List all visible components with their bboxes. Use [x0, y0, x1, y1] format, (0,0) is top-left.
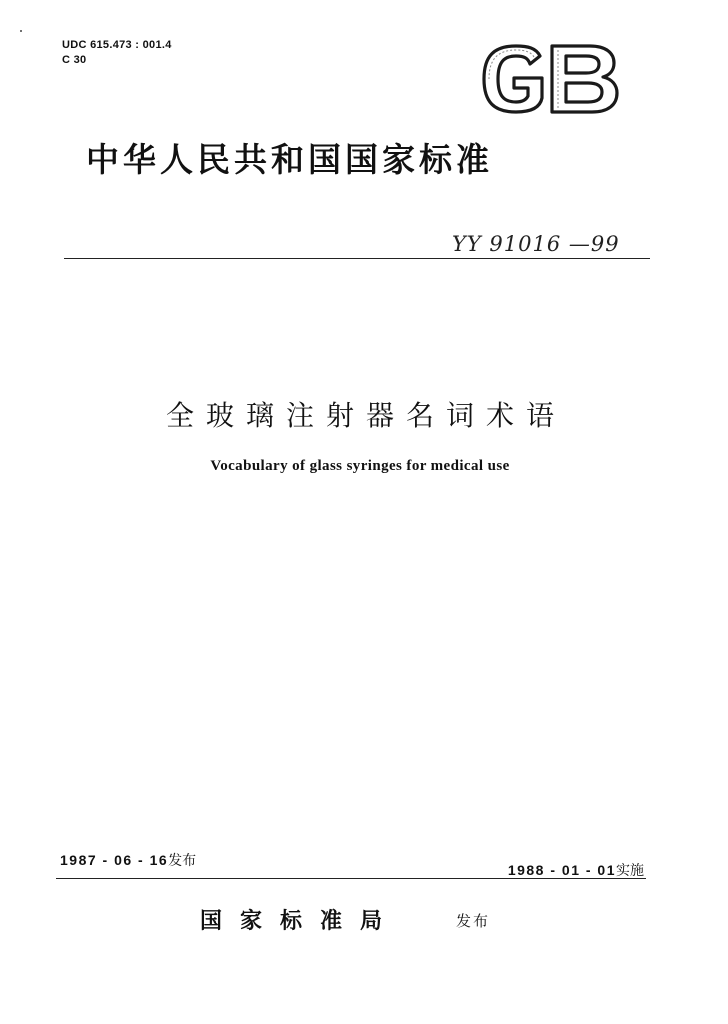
issue-label: 发布 [168, 853, 197, 869]
category-code: C 30 [62, 54, 87, 66]
title-chinese: 全玻璃注射器名词术语 [165, 399, 566, 432]
effective-label: 实施 [616, 863, 644, 879]
publisher-name: 国家标准局 [200, 908, 401, 934]
classification-block [62, 38, 172, 68]
gb-logo-mark [478, 42, 620, 116]
scan-speck [20, 30, 22, 32]
top-divider [64, 258, 650, 259]
effective-date-line [508, 860, 644, 880]
effective-date: 1988 - 01 - 01 [507, 862, 616, 878]
standard-name-heading: 中华人民共和国国家标准 [86, 140, 493, 179]
title-english: Vocabulary of glass syringes for medical use [210, 458, 510, 474]
issue-date-line [60, 850, 196, 870]
standard-code-handwritten: YY 91016 —99 [452, 232, 620, 256]
bottom-divider [56, 878, 646, 879]
publisher-action: 发布 [456, 912, 491, 930]
udc-code: UDC 615.473 : 001.4 [62, 39, 172, 51]
issue-date: 1987 - 06 - 16 [60, 852, 169, 868]
gb-logo [478, 42, 620, 116]
